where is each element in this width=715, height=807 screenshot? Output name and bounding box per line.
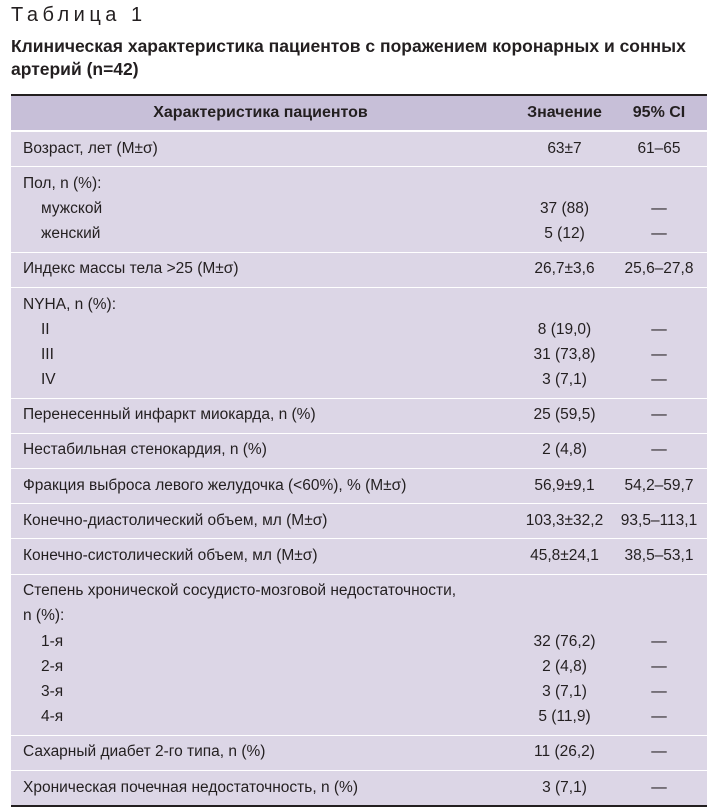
row-value: 63±7 [547,139,582,157]
row-ci: — [651,708,667,726]
table-header [11,96,707,131]
row-ci: — [651,371,667,389]
row-ci: — [651,320,667,338]
table-row-group [11,468,707,503]
table-row-group [11,735,707,770]
header-characteristic: Характеристика пациентов [153,104,368,121]
row-label: женский [41,225,101,243]
row-label: Степень хронической сосудисто-мозговой недостаточности, [23,582,457,600]
characteristics-table [11,94,707,807]
row-value: 25 (59,5) [533,406,596,424]
row-label: Хроническая почечная недостаточность, n (%) [23,778,358,796]
row-value: 11 (26,2) [534,743,595,761]
table-row [11,705,707,730]
row-ci: — [651,778,667,796]
table-row [11,196,707,221]
row-label: Пол, n (%): [23,174,102,192]
table-row [11,543,707,568]
table-body [11,131,707,805]
row-ci: — [651,441,667,459]
row-label: n (%): [23,607,65,625]
table-row-group [11,503,707,538]
row-label: 4-я [41,708,64,726]
row-value: 31 (73,8) [533,345,596,363]
row-value: 5 (12) [544,225,585,243]
table-row [11,136,707,161]
row-value: 37 (88) [539,199,590,217]
table-row [11,292,707,317]
row-label: 3-я [41,682,64,700]
table-row [11,579,707,604]
table-row [11,473,707,498]
row-ci: — [651,657,667,675]
row-ci: — [651,225,667,243]
row-value: 5 (11,9) [538,708,591,726]
row-label: NYHA, n (%): [23,295,117,313]
row-label: 1-я [41,632,64,650]
row-label: Индекс массы тела >25 (M±σ) [23,260,239,278]
row-value: 3 (7,1) [542,682,587,700]
table-row-group [11,166,707,252]
row-label: Нестабильная стенокардия, n (%) [23,441,267,459]
row-value: 8 (19,0) [537,320,592,338]
header-value: Значение [527,104,602,121]
table-row [11,740,707,765]
table-row [11,171,707,196]
row-value: 2 (4,8) [542,441,587,459]
table-row [11,654,707,679]
row-ci: — [651,345,667,363]
row-value: 32 (76,2) [533,632,596,650]
table-row [11,508,707,533]
row-value: 45,8±24,1 [530,547,599,565]
table-label: Таблица 1 [11,4,147,26]
table-row [11,368,707,393]
row-label: II [41,320,50,338]
table-row-group [11,770,707,805]
row-label: III [41,345,54,363]
row-value: 103,3±32,2 [525,511,604,529]
row-ci: — [651,199,667,217]
row-value: 2 (4,8) [542,657,587,675]
row-label: мужской [41,199,103,217]
table-row-group [11,433,707,468]
header-ci: 95% CI [632,104,686,121]
row-label: 2-я [41,657,64,675]
row-ci: 93,5–113,1 [620,511,698,529]
row-ci: — [651,743,667,761]
table-row [11,604,707,629]
table-row [11,257,707,282]
table-row [11,438,707,463]
row-label: Перенесенный инфаркт миокарда, n (%) [23,406,316,424]
row-label: Сахарный диабет 2-го типа, n (%) [23,743,266,761]
table-row-group [11,131,707,166]
row-ci: 54,2–59,7 [624,476,694,494]
table-row [11,679,707,704]
table-row [11,222,707,247]
row-ci: — [651,682,667,700]
table-row [11,775,707,800]
row-ci: 61–65 [637,139,681,157]
table-row [11,342,707,367]
table-row-group [11,574,707,735]
row-label: Конечно-систолический объем, мл (M±σ) [23,547,318,565]
row-label: IV [41,371,56,389]
table-row-group [11,252,707,287]
table-row [11,317,707,342]
table-caption: Клиническая характеристика пациентов с поражением коронарных и сонных артерий (n=42) [11,36,686,79]
row-label: Конечно-диастолический объем, мл (M±σ) [23,511,328,529]
table-row [11,403,707,428]
row-ci: 25,6–27,8 [624,260,694,278]
row-value: 3 (7,1) [542,778,587,796]
table-row-group [11,398,707,433]
row-ci: — [651,406,667,424]
row-value: 3 (7,1) [542,371,587,389]
row-label: Фракция выброса левого желудочка (<60%), % (M±σ) [23,476,407,494]
row-label: Возраст, лет (M±σ) [23,139,158,157]
row-value: 56,9±9,1 [534,476,595,494]
row-value: 26,7±3,6 [534,260,595,278]
table-row [11,629,707,654]
row-ci: — [651,632,667,650]
table-row-group [11,287,707,398]
table-row-group [11,538,707,573]
row-ci: 38,5–53,1 [624,547,694,565]
